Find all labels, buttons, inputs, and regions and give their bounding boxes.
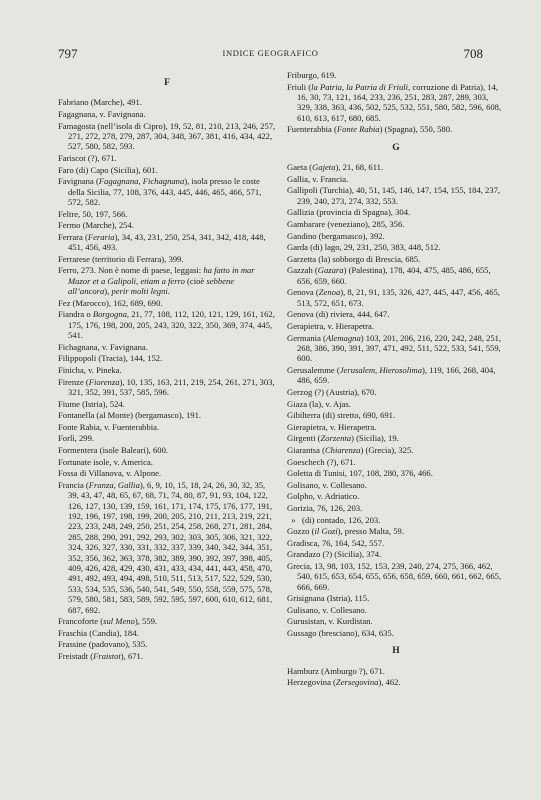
index-entry: Fossa di Villanova, v. Alpone. (58, 468, 162, 479)
index-entry: Gerapietra, v. Hierapetra. (287, 320, 374, 331)
section-letter: H (392, 646, 400, 657)
index-entry: Gierapietra, v. Hierapetra. (287, 421, 377, 432)
index-entry: Favignana (Fagagnana, Fichagnana), isola presso le coste della Sicilia, 77, 108, 376, 443, 445, 446, 465, 466, 571, 572, 582. (58, 176, 262, 207)
index-entry: Gazzah (Gazara) (Palestina), 178, 404, 475, 485, 486, 655, 656, 659, 660. (287, 265, 491, 286)
index-entry: Gandino (bergamasco), 392. (287, 230, 385, 241)
index-entry: Finicha, v. Pineka. (58, 364, 122, 375)
index-entry: Frassine (padovano), 535. (58, 639, 148, 650)
index-entry: Fichagnana, v. Favignana. (58, 341, 148, 352)
index-entry: Gallipoli (Turchia), 40, 51, 145, 146, 147, 154, 155, 184, 237, 239, 240, 273, 274, 332, 553. (287, 185, 501, 206)
index-entry: Francoforte (sul Meno), 559. (58, 616, 158, 627)
index-entry: Giaza (la), v. Ajas. (287, 398, 351, 409)
left-page-number: 797 (58, 46, 78, 61)
index-entry: Ferro, 273. Non è nome di paese, leggasi: ha fatto in mar Mazor et a Galipoli, etiam a ferro (cioè sebbene all’ancora), perir molti legni. (58, 265, 255, 297)
running-title: INDICE GEOGRAFICO (222, 48, 319, 58)
index-entry: Gallizia (provincia di Spagna), 304. (287, 207, 411, 218)
index-entry: Gozzo (il Gozi), presso Malta, 59. (287, 526, 404, 537)
index-entry: Fonte Rabia, v. Fuenterabbia. (58, 421, 160, 432)
index-column-left (58, 70, 276, 663)
index-entry: Genova (di) riviera, 444, 647. (287, 309, 390, 320)
index-entry: Fermo (Marche), 254. (58, 220, 134, 231)
index-entry: Grandazo (?) (Sicilia), 374. (287, 549, 382, 560)
index-entry: Gallia, v. Francia. (287, 173, 349, 184)
index-entry: Faro (di) Capo (Sicilia), 601. (58, 164, 158, 175)
index-entry: Gerzog (?) (Austria), 670. (287, 386, 377, 397)
index-entry: Fiume (Istria), 524. (58, 398, 125, 409)
index-entry: Friburgo, 619. (287, 70, 337, 80)
index-entry: Hamburz (Amburgo ?), 671. (287, 665, 385, 676)
index-entry: Fagagnana, v. Favignana. (58, 109, 146, 119)
index-entry: Fraschia (Candia), 184. (58, 627, 139, 638)
index-entry: Feltre, 50, 197, 566. (58, 208, 128, 219)
index-entry: Fiandra o Borgogna, 21, 77, 108, 112, 120, 121, 129, 161, 162, 175, 176, 198, 200, 205, 243, 320, 322, 350, 369, 374, 445, 541. (58, 309, 275, 341)
index-entry: Fontanella (al Monte) (bergamasco), 191. (58, 410, 202, 421)
index-entry: Garda (di) lago, 29, 231, 250, 383, 448, 512. (287, 242, 441, 253)
index-entry: Golpho, v. Adriatico. (287, 491, 360, 502)
index-entry: Herzegovina (Zersegovina), 462. (287, 677, 401, 688)
index-entry: Genova (Zenoa), 8, 21, 91, 135, 326, 427, 445, 447, 456, 465, 513, 572, 651, 673. (287, 287, 500, 308)
index-entry: Fuenterabbia (Fonte Rabia) (Spagna), 550, 580. (287, 124, 453, 135)
index-entry: Fez (Marocco), 162, 689, 690. (58, 297, 163, 308)
section-letter: G (392, 142, 400, 153)
index-entry: Fabriano (Marche), 491. (58, 97, 142, 108)
index-entry: Famagosta (nell’isola di Cipro), 19, 52, 81, 210, 213, 246, 257, 271, 272, 278, 279, 287, 304, 348, 367, 381, 416, 434, 422, 527, 580, 582, 593. (58, 120, 276, 152)
index-entry: Goletta di Tunisi, 107, 108, 280, 376, 466. (287, 468, 433, 479)
index-entry: Ferrarese (territorio di Ferrara), 399. (58, 253, 184, 264)
index-entry: Grisignana (Istria), 115. (287, 593, 370, 604)
right-page-number: 708 (463, 46, 483, 61)
index-entry: Firenze (Fiorenza), 10, 135, 163, 211, 219, 254, 261, 271, 303, 321, 352, 391, 537, 585, 596. (58, 376, 275, 397)
index-entry: Girgenti (Zorzenta) (Sicilia), 19. (287, 433, 399, 444)
index-entry: Gerusalemme (Jerusalem, Hierosolima), 119, 166, 268, 404, 486, 659. (287, 364, 496, 386)
index-entry: Giarantsa (Chiarenza) (Grecia), 325. (287, 444, 414, 455)
index-entry: Goeschech (?), 671. (287, 456, 356, 467)
index-entry: Grecia, 13, 98, 103, 152, 153, 239, 240, 274, 275, 366, 462, 540, 615, 653, 654, 655, 656, 658, 659, 660, 661, 662, 665, 666, 669. (287, 560, 502, 592)
index-column-right (287, 70, 505, 689)
index-entry: Gussago (bresciano), 634, 635. (287, 628, 394, 639)
page-header (58, 46, 483, 62)
index-entry: Francia (Franza, Gallia), 6, 9, 10, 15, 18, 24, 26, 30, 32, 35, 39, 43, 47, 48, 65, 67, 68, 71, 74, 80, 87, 91, 93, 104, 122, 126, 127, 130, 139, 159, 161, 171, 174, 175, 176, 177, 191, 192, 196, 197, 198, 199, 200, 205, 210, 211, 213, 219, 221, 223, 233, 248, 249, 250, 251, 254, 258, 268, 271, 281, 284, 285, 288, 290, 291, 292, 293, 302, 303, 305, 306, 321, 322, 324, 326, 327, 330, 331, 332, 337, 339, 340, 342, 344, 351, 352, 356, 362, 363, 378, 382, 389, 390, 392, 397, 398, 405, 409, 426, 428, 429, 430, 431, 433, 434, 441, 443, 458, 470, 491, 492, 493, 494, 498, 510, 511, 513, 517, 522, 529, 530, 533, 534, 535, 536, 540, 541, 549, 550, 558, 559, 575, 578, 579, 580, 581, 583, 589, 592, 595, 597, 600, 610, 612, 681, 687, 692. (58, 479, 273, 615)
index-entry: Fortunate isole, v. America. (58, 456, 153, 467)
index-entry: Germania (Alemagna) 103, 201, 206, 216, 220, 242, 248, 251, 268, 386, 390, 391, 397, 471, 492, 511, 522, 533, 541, 559, 600. (287, 332, 502, 364)
index-entry: Ferrara (Feraria), 34, 43, 231, 250, 254, 341, 342, 418, 448, 451, 456, 493. (58, 231, 266, 253)
index-entry: Formentera (isole Baleari), 600. (58, 444, 169, 455)
index-entry: Freistadt (Fraistot), 671. (58, 650, 143, 661)
index-entry: Friuli (la Patria, la Patria di Friuli, corruzione di Patria), 14, 16, 30, 73, 121, 164, 233, 236, 251, 283, 287, 289, 303, 329, 338, 363, 436, 502, 525, 532, 551, 580, 582, 596, 608, 610, 613, 617, 680, 685. (287, 81, 502, 123)
index-entry: Golisano, v. Collesano. (287, 479, 367, 490)
index-entry: Gibilterra (di) stretto, 690, 691. (287, 410, 396, 421)
index-entry: Gradisca, 76, 164, 542, 557. (287, 537, 385, 548)
index-entry: Gorizia, 76, 126, 203. (287, 502, 363, 513)
index-entry: Gulisano, v. Collesano. (287, 604, 367, 615)
index-entry: Filippopoli (Tracia), 144, 152. (58, 353, 163, 364)
section-letter: F (164, 78, 170, 88)
index-entry: Forlì, 299. (58, 433, 95, 444)
index-entry: Garzetta (la) sobborgo di Brescia, 685. (287, 253, 421, 264)
index-entry: Gurusistan, v. Kurdistan. (287, 616, 373, 627)
index-entry: Fariscot (?), 671. (58, 153, 117, 163)
index-entry: » (di) contado, 126, 203. (287, 514, 381, 525)
index-entry: Gambarare (veneziano), 285, 356. (287, 219, 405, 229)
index-entry: Gaeta (Gajeta), 21, 68, 611. (287, 162, 384, 173)
